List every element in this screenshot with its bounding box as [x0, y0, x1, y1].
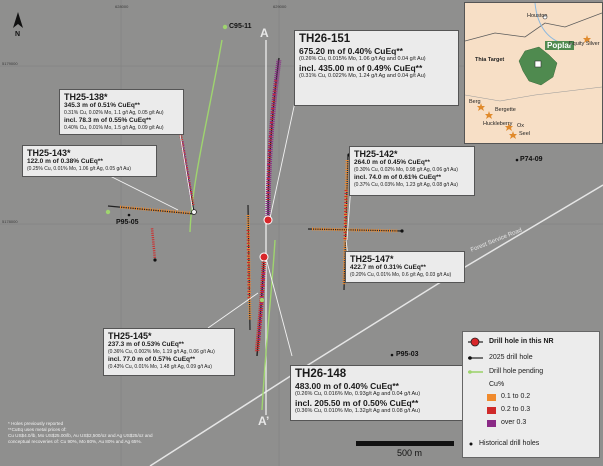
callout-detail-incl: (0.43% Cu, 0.01% Mo, 1.48 g/t Ag, 0.09 g/t Au)	[108, 363, 212, 370]
inset-label-seel: Seel	[519, 131, 531, 137]
callout-interval: 345.3 m of 0.51% CuEq**	[64, 102, 140, 109]
callout-th25-142	[349, 146, 475, 196]
map-legend	[462, 331, 600, 458]
callout-interval-incl: incl. 205.50 m of 0.50% CuEq**	[295, 398, 419, 408]
callout-interval: 122.0 m of 0.38% CuEq**	[27, 158, 103, 165]
callout-detail-incl: (0.37% Cu, 0.03% Mo, 1.23 g/t Ag, 0.08 g/t Au)	[354, 181, 458, 188]
hole-label-p95-03: P95-03	[396, 351, 419, 358]
callout-interval: 483.00 m of 0.40% CuEq**	[295, 381, 399, 391]
inset-label-huckleberry: Huckleberry	[483, 121, 513, 127]
callout-interval: 422.7 m of 0.31% CuEq**	[350, 264, 426, 271]
callout-hole-name: TH25-138*	[64, 92, 108, 102]
callout-th25-147	[345, 251, 465, 283]
section-start-label: A	[260, 26, 269, 40]
callout-detail: (0.20% Cu, 0.01% Mo, 0.6 g/t Ag, 0.03 g/t Au)	[350, 272, 452, 278]
legend-bin1: 0.1 to 0.2	[501, 393, 531, 400]
north-label: N	[15, 31, 21, 38]
callout-hole-name: TH25-143*	[27, 148, 71, 158]
inset-label-berg: Berg	[469, 99, 481, 105]
scale-label: 500 m	[397, 448, 423, 458]
north-arrow-icon	[13, 12, 23, 28]
callout-detail-incl: (0.36% Cu, 0.010% Mo, 1.32g/t Ag and 0.08 g/t Au)	[295, 408, 421, 414]
inset-label-ox: Ox	[517, 123, 525, 129]
coord-x2: 629000	[273, 4, 287, 9]
legend-bin3: over 0.3	[501, 419, 527, 426]
legend-historical: Historical drill holes	[479, 440, 540, 447]
callout-detail: (0.30% Cu, 0.02% Mo, 0.98 g/t Ag, 0.06 g/t Au)	[354, 167, 458, 173]
legend-swatch-bin2	[487, 407, 496, 414]
section-end-label: A’	[258, 414, 270, 428]
callout-detail-incl: 0.40% Cu, 0.01% Mo, 1.5 g/t Ag, 0.09 g/t Au)	[64, 124, 164, 131]
callout-detail: (0.25% Cu, 0.01% Mo, 1.06 g/t Ag, 0.05 g/t Au)	[27, 166, 131, 172]
callout-detail: (0.36% Cu, 0.002% Mo, 1.19 g/t Ag, 0.06 g/t Au)	[108, 349, 215, 355]
callout-interval-incl: incl. 78.3 m of 0.55% CuEq**	[64, 116, 152, 124]
footnote	[8, 421, 218, 445]
callout-interval-incl: incl. 77.0 m of 0.57% CuEq**	[108, 355, 196, 363]
legend-swatch-bin1	[487, 394, 496, 401]
callout-th25-143	[22, 145, 157, 177]
legend-bin2: 0.2 to 0.3	[501, 406, 531, 413]
callout-detail: (0.26% Cu, 0.016% Mo, 0.93g/t Ag and 0.04 g/t Au)	[295, 391, 421, 397]
callout-interval-incl: incl. 74.0 m of 0.61% CuEq**	[354, 173, 442, 181]
callout-hole-name: TH25-147*	[350, 254, 394, 264]
callout-detail-incl: (0.31% Cu, 0.022% Mo, 1.24 g/t Ag and 0.04 g/t Au)	[299, 73, 426, 79]
callout-th25-145	[103, 328, 235, 376]
legend-2025: 2025 drill hole	[489, 354, 533, 361]
callout-detail: (0.26% Cu, 0.015% Mo, 1.06 g/t Ag and 0.04 g/t Au)	[299, 56, 426, 62]
callout-hole-name: TH25-142*	[354, 149, 398, 159]
location-inset-map	[464, 2, 603, 144]
callout-hole-name: TH26-148	[295, 368, 347, 380]
inset-label-houston: Houston	[527, 13, 548, 19]
inset-label-poplar: Poplar	[547, 41, 572, 50]
hole-label-p95-05: P95-05	[116, 219, 139, 226]
footnote-line: conceptual recoveries of: Cu 90%, Mo 80%, Au 80% and Ag 65%.	[8, 439, 142, 444]
hole-label-p74-09: P74-09	[520, 156, 543, 163]
callout-interval: 264.0 m of 0.45% CuEq**	[354, 159, 430, 166]
callout-detail: 0.31% Cu, 0.02% Mo, 1.1 g/t Ag, 0.05 g/t Au)	[64, 110, 164, 116]
callout-th26-151	[294, 30, 459, 106]
legend-this-nr: Drill hole in this NR	[489, 338, 554, 345]
footnote-line: * Holes previously reported	[8, 421, 64, 426]
callout-hole-name: TH25-145*	[108, 331, 152, 341]
callout-interval-incl: incl. 435.00 m of 0.49% CuEq**	[299, 63, 423, 73]
legend-swatch-bin3	[487, 420, 496, 427]
callout-th26-148	[290, 365, 465, 421]
inset-label-equity: Equity Silver	[569, 41, 600, 47]
inset-label-thia: Thia Target	[475, 57, 505, 63]
road-label: Forest Service Road	[470, 227, 523, 254]
callout-th25-138	[59, 89, 184, 135]
legend-cu-title: Cu%	[489, 381, 505, 388]
footnote-line: **CuEq uses metal prices of:	[8, 427, 67, 432]
callout-interval: 675.20 m of 0.40% CuEq**	[299, 46, 403, 56]
inset-label-bergette: Bergette	[495, 107, 516, 113]
footnote-line: Cu US$4.0/lb, Mo US$25.00/lb, Au US$2,500/oz and Ag US$25/oz and	[8, 433, 153, 438]
callout-hole-name: TH26-151	[299, 33, 351, 45]
pending-drill-hole	[190, 40, 222, 232]
coord-y2: 5178000	[2, 219, 18, 224]
coord-x1: 628000	[115, 4, 129, 9]
scale-bar	[356, 441, 454, 446]
callout-interval: 237.3 m of 0.53% CuEq**	[108, 341, 184, 348]
legend-pending: Drill hole pending	[489, 368, 544, 375]
coord-y1: 5179000	[2, 61, 18, 66]
hole-label-c95-11: C95-11	[229, 23, 252, 30]
